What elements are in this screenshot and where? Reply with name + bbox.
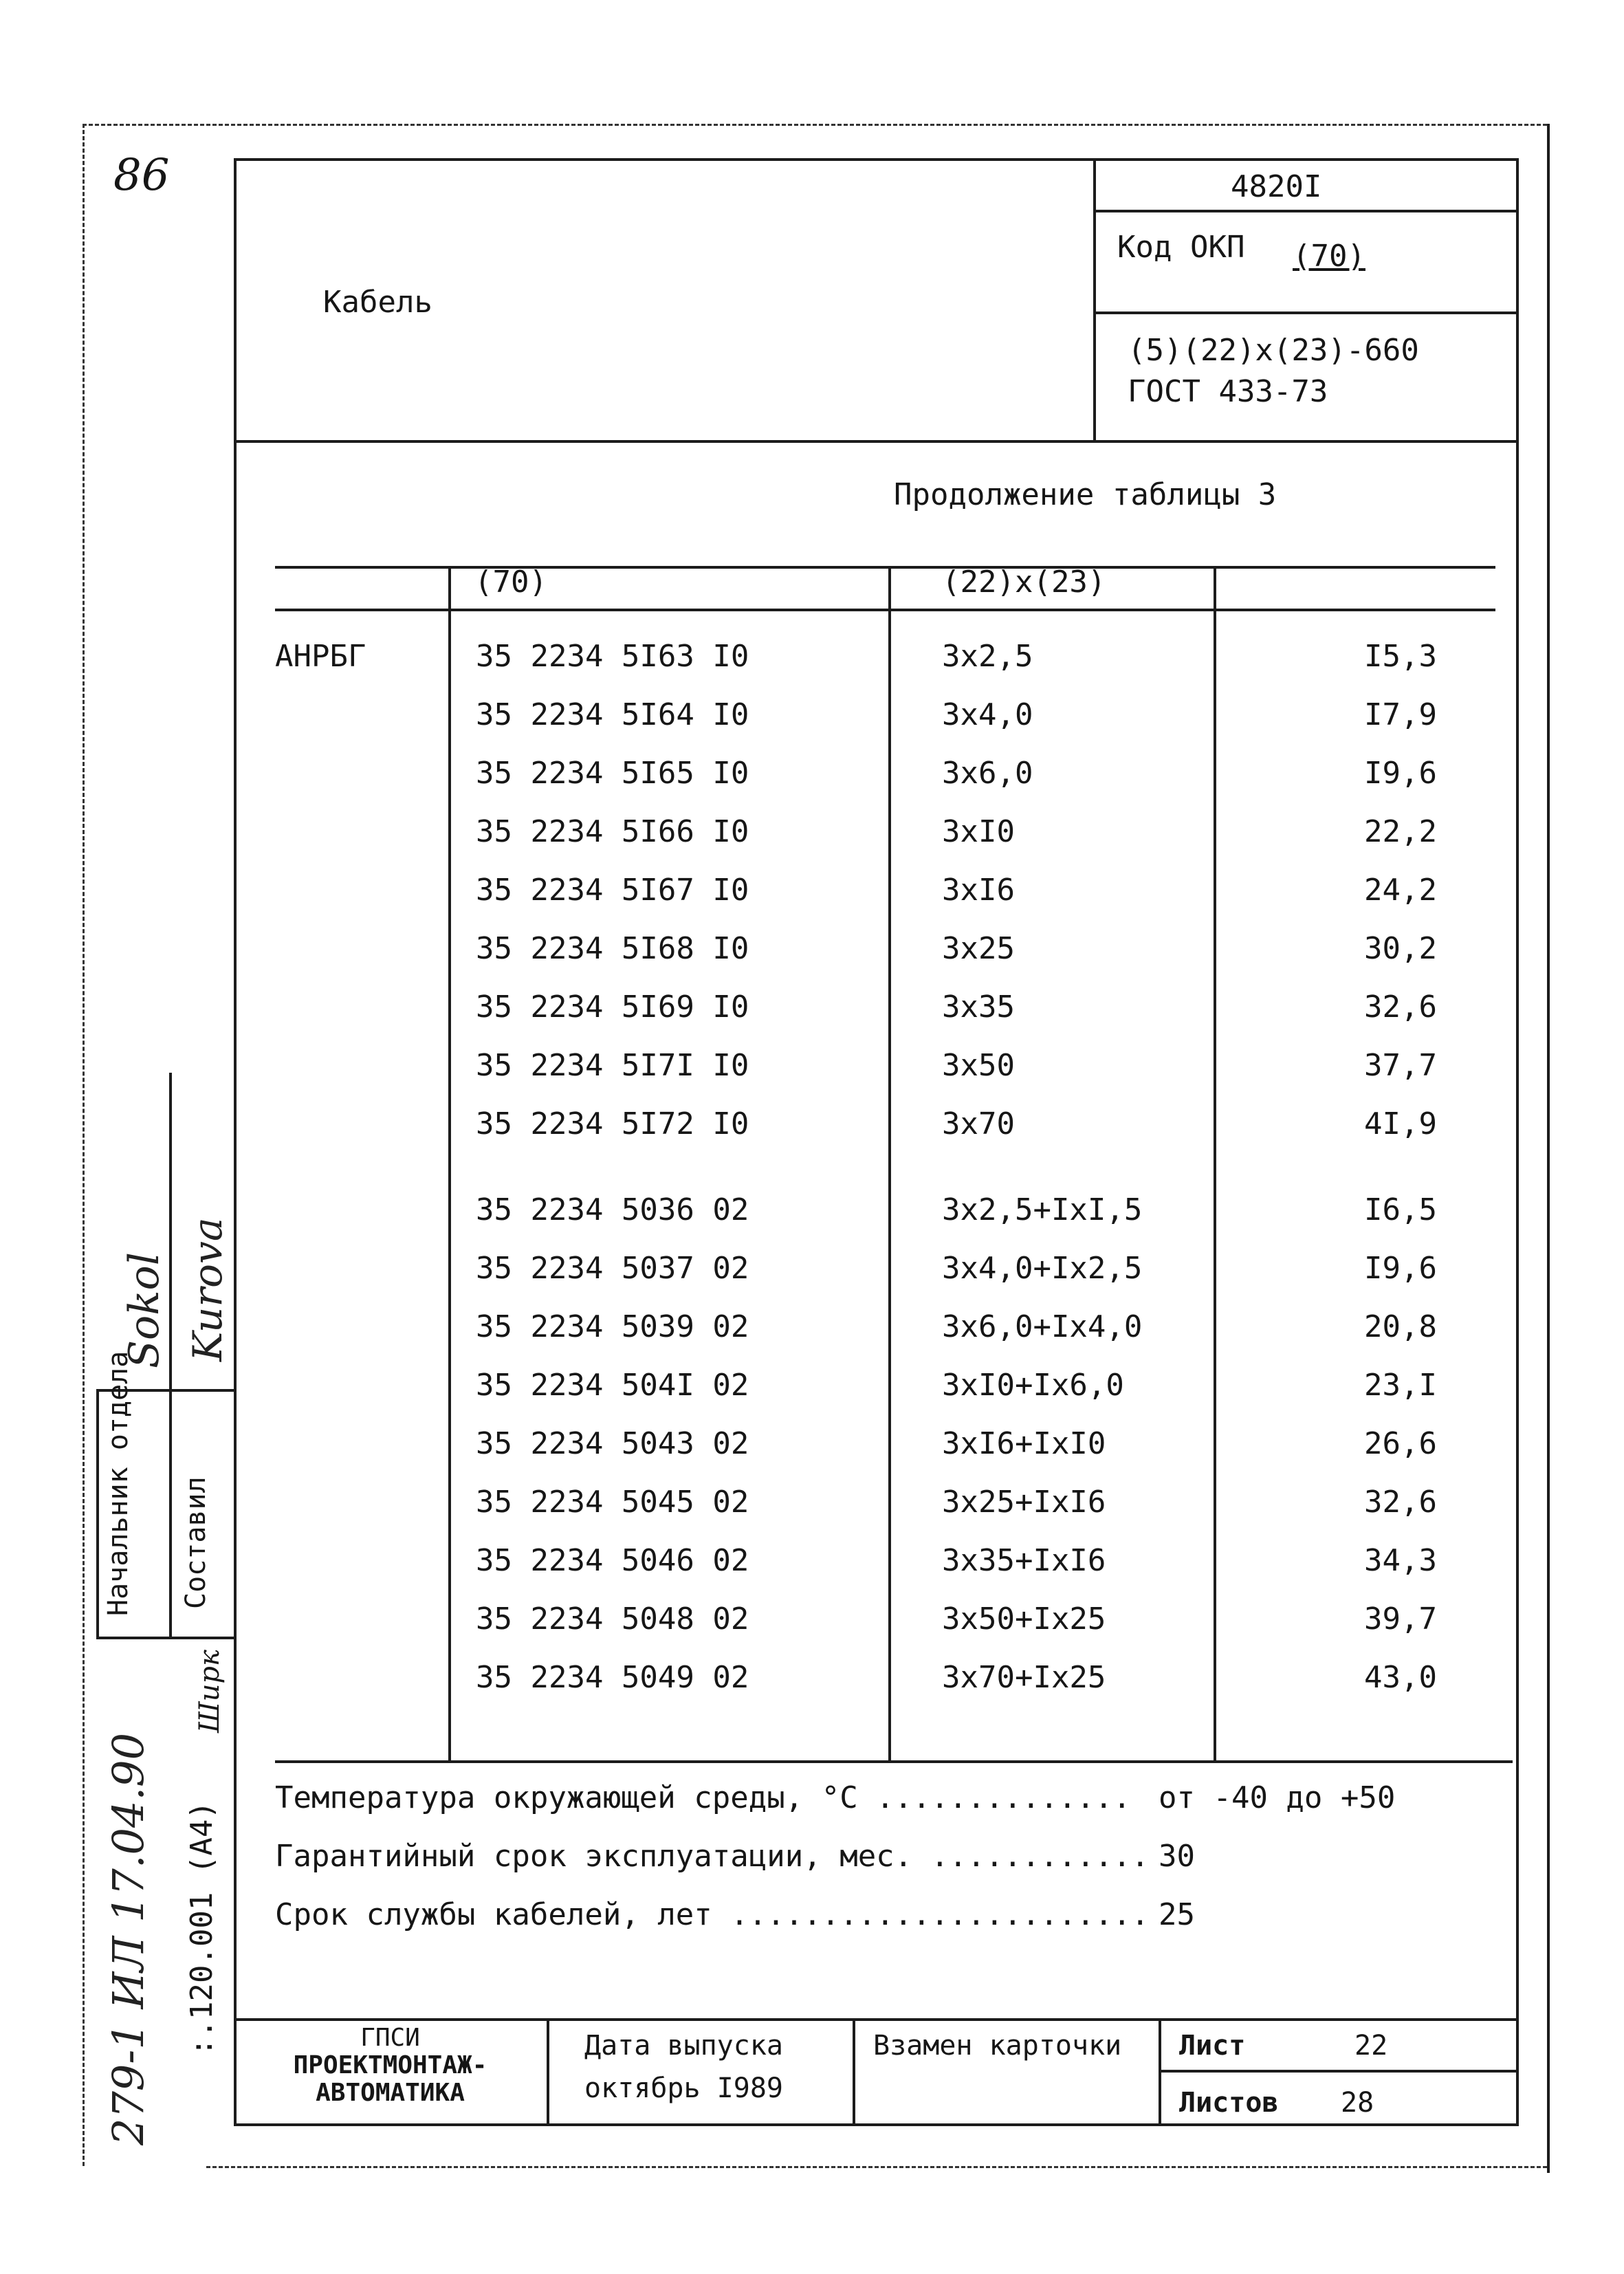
row-code: 35 2234 5046 02 [476, 1543, 749, 1578]
spec-temperature-label: Температура окружающей среды, °C .............. [275, 1780, 1132, 1815]
date-value: октябрь I989 [584, 2073, 783, 2104]
sheet-label: Лист [1179, 2030, 1246, 2062]
row-value: 43,0 [1364, 1660, 1437, 1695]
row-code: 35 2234 5043 02 [476, 1426, 749, 1461]
row-value: 24,2 [1364, 873, 1437, 908]
column-header-section: (22)x(23) [942, 565, 1106, 600]
row-section: 3xI6+IxI0 [942, 1426, 1106, 1461]
brand-label: АНРБГ [275, 639, 366, 674]
row-value: 30,2 [1364, 931, 1437, 966]
row-section: 3x6,0 [942, 756, 1033, 791]
org-line2: ПРОЕКТМОНТАЖ- [293, 2051, 487, 2079]
row-value: 26,6 [1364, 1426, 1437, 1461]
spec-lifetime-label: Срок службы кабелей, лет ....................... [275, 1897, 1150, 1932]
spec-lifetime-value: 25 [1159, 1897, 1195, 1932]
row-section: 3x25 [942, 931, 1015, 966]
row-section: 3xI6 [942, 873, 1015, 908]
row-code: 35 2234 504I 02 [476, 1368, 749, 1403]
row-code: 35 2234 5I68 I0 [476, 931, 749, 966]
product-name: Кабель [323, 285, 432, 320]
row-value: I9,6 [1364, 1251, 1437, 1286]
row-section: 3x2,5 [942, 639, 1033, 674]
row-code: 35 2234 5049 02 [476, 1660, 749, 1695]
form-code: :.120.001 (A4) [184, 1801, 219, 2056]
signature-compiler: Kurova [184, 1217, 231, 1362]
row-section: 3xI0+Ix6,0 [942, 1368, 1124, 1403]
row-value: 22,2 [1364, 814, 1437, 849]
archive-reference: 279-1 ИЛ 17.04.90 [103, 1732, 153, 2145]
row-section: 3x4,0+Ix2,5 [942, 1251, 1143, 1286]
okp-label: Код ОКП [1117, 230, 1245, 265]
row-value: 4I,9 [1364, 1106, 1437, 1141]
okp-value: (70) [1293, 239, 1365, 274]
stamp-signature: Ширк [194, 1650, 226, 1733]
page-number-handwritten: 86 [113, 150, 170, 201]
row-section: 3x50+Ix25 [942, 1601, 1106, 1637]
spec-warranty-label: Гарантийный срок эксплуатации, мес. ............ [275, 1839, 1150, 1874]
row-code: 35 2234 5I64 I0 [476, 697, 749, 732]
date-label: Дата выпуска [584, 2030, 783, 2062]
signature-head: Sokol [120, 1252, 168, 1368]
continuation-caption: Продолжение таблицы 3 [894, 477, 1277, 512]
row-code: 35 2234 5048 02 [476, 1601, 749, 1637]
row-section: 3x25+IxI6 [942, 1485, 1106, 1520]
row-section: 3x70 [942, 1106, 1015, 1141]
spec-temperature-value: от -40 до +50 [1159, 1780, 1396, 1815]
row-code: 35 2234 5I72 I0 [476, 1106, 749, 1141]
row-value: 32,6 [1364, 990, 1437, 1025]
row-value: 23,I [1364, 1368, 1437, 1403]
row-section: 3x6,0+Ix4,0 [942, 1309, 1143, 1344]
row-value: 34,3 [1364, 1543, 1437, 1578]
row-code: 35 2234 5037 02 [476, 1251, 749, 1286]
row-value: 39,7 [1364, 1601, 1437, 1637]
row-section: 3x70+Ix25 [942, 1660, 1106, 1695]
row-code: 35 2234 5I63 I0 [476, 639, 749, 674]
replace-label: Взамен карточки [873, 2030, 1122, 2062]
row-value: 32,6 [1364, 1485, 1437, 1520]
row-section: 3x2,5+IxI,5 [942, 1192, 1143, 1227]
row-value: I5,3 [1364, 639, 1437, 674]
row-code: 35 2234 5I65 I0 [476, 756, 749, 791]
spec-warranty-value: 30 [1159, 1839, 1195, 1874]
role-compiled-by: Составил [180, 1476, 212, 1609]
row-code: 35 2234 5036 02 [476, 1192, 749, 1227]
row-code: 35 2234 5I7I I0 [476, 1048, 749, 1083]
row-section: 3x35+IxI6 [942, 1543, 1106, 1578]
row-section: 3x4,0 [942, 697, 1033, 732]
org-line3: АВТОМАТИКА [316, 2079, 465, 2107]
row-section: 3xI0 [942, 814, 1015, 849]
row-code: 35 2234 5039 02 [476, 1309, 749, 1344]
gost-number: ГОСТ 433-73 [1128, 374, 1328, 409]
row-value: I9,6 [1364, 756, 1437, 791]
row-value: 20,8 [1364, 1309, 1437, 1344]
sheet-value: 22 [1354, 2030, 1388, 2062]
row-code: 35 2234 5I69 I0 [476, 990, 749, 1025]
designation: (5)(22)x(23)-660 [1128, 333, 1419, 368]
row-section: 3x35 [942, 990, 1015, 1025]
row-code: 35 2234 5I67 I0 [476, 873, 749, 908]
row-section: 3x50 [942, 1048, 1015, 1083]
row-code: 35 2234 5045 02 [476, 1485, 749, 1520]
row-code: 35 2234 5I66 I0 [476, 814, 749, 849]
role-head-of-department: Начальник отдела [102, 1351, 134, 1616]
column-header-code: (70) [474, 565, 547, 600]
row-value: I6,5 [1364, 1192, 1437, 1227]
org-line1: ГПСИ [360, 2024, 420, 2052]
sheets-value: 28 [1341, 2087, 1374, 2119]
code-top: 4820I [1231, 169, 1322, 204]
row-value: I7,9 [1364, 697, 1437, 732]
row-value: 37,7 [1364, 1048, 1437, 1083]
sheets-label: Листов [1179, 2087, 1279, 2119]
